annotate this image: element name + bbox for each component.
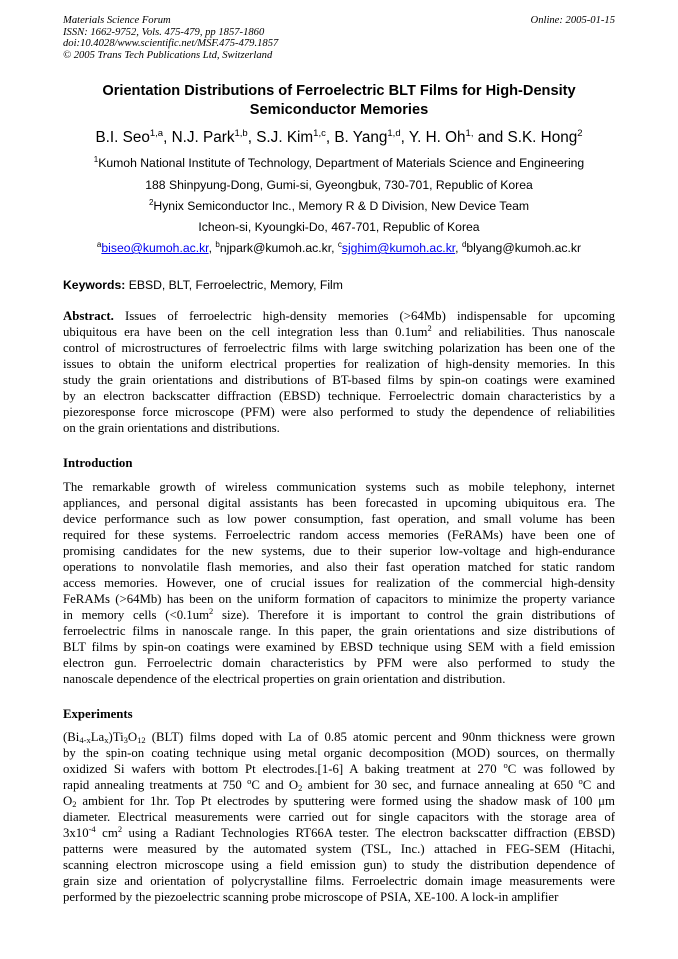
text-line: access memories. However, one of crucial issues for realization of the commercial high-density	[63, 576, 615, 590]
keywords-text: EBSD, BLT, Ferroelectric, Memory, Film	[125, 278, 343, 292]
author-affiliation-marker: 1,c	[313, 128, 326, 139]
affiliation-1-text: Kumoh National Institute of Technology, Department of Materials Science and Engineering	[98, 156, 585, 170]
online-date: Online: 2005-01-15	[530, 15, 615, 26]
subscript: x	[104, 735, 109, 745]
affiliation-2-marker: 2	[148, 198, 154, 207]
author-name: N.J. Park	[171, 129, 235, 146]
author-name: B.I. Seo	[95, 129, 150, 146]
keywords	[63, 278, 615, 293]
superscript: o	[578, 776, 583, 786]
text-line: Abstract. Issues of ferroelectric high-density memories (>64Mb) indispensable for upcoming	[63, 309, 615, 323]
email-marker: a	[96, 240, 102, 249]
author-affiliation-marker: 1,d	[387, 128, 401, 139]
text-line: scanning electron microscope using a field emission gun) to study the distribution dependence of	[63, 858, 615, 872]
subscript: 3	[123, 735, 128, 745]
subscript: 2	[72, 799, 77, 809]
text-line: oxidized Si wafers with bottom Pt electrodes.[1-6] A baking treatment at 270 $^o$C was followed by	[63, 760, 615, 776]
subscript: 2	[298, 783, 303, 793]
affiliation-1-line-2: 188 Shinpyung-Dong, Gumi-si, Gyeongbuk, 730-701, Republic of Korea	[145, 178, 533, 192]
text-line: by the spin-on coating technique using metal organic decomposition (MOD) sources, on thermally	[63, 746, 615, 760]
introduction-paragraph	[63, 479, 615, 687]
email-marker: b	[215, 240, 220, 249]
paper-title	[60, 82, 618, 120]
superscript: o	[247, 776, 252, 786]
text-line: piezoresponse force microscope (PFM) were also performed to study the dependence of reliabilities	[63, 405, 615, 419]
author-affiliation-marker: 2	[577, 128, 583, 139]
subscript: 12	[137, 735, 146, 745]
text-line: required for these systems. Ferroelectric random access memories (FeRAMs) have been one of	[63, 528, 615, 542]
text-line: device performance such as low power consumption, fast operation, and small volume has been	[63, 512, 615, 526]
subscript: 4-x	[79, 735, 91, 745]
superscript: 2	[117, 824, 123, 834]
text-line: BLT films by spin-on coatings were examined by EBSD technique using SEM with a field emission	[63, 640, 615, 654]
text-line: promising candidates for the new systems, due to their superior low-voltage and high-endurance	[63, 544, 615, 558]
journal-doi: doi:10.4028/www.scientific.net/MSF.475-479.1857	[63, 38, 279, 50]
text-line: rapid annealing treatments at 750 $^o$C and $O_2$ ambient for 30 sec, and furnace annealing at 650 $^o$C and	[63, 776, 615, 793]
introduction-heading: Introduction	[63, 456, 133, 470]
email-marker: c	[337, 240, 342, 249]
title-line-1: Orientation Distributions of Ferroelectric BLT Films for High-Density	[102, 83, 576, 99]
text-line: appliances, and personal digital assistants has been forecasted in upcoming ubiquitous era. The	[63, 496, 615, 510]
author-name: S.K. Hong	[507, 129, 578, 146]
text-line: patterns were measured by the automated system (TSL, Inc.) attached in FEG-SEM (Hitachi,	[63, 842, 615, 856]
text-line: in memory cells ($<0.1um^2$ size). Therefore it is important to control the grain distributions of	[63, 606, 615, 622]
text-line: FeRAMs (>64Mb) has been on the uniform formation of capacitors to minimize the property variance	[63, 592, 615, 606]
superscript: -4	[88, 824, 96, 834]
author-affiliation-marker: 1,	[465, 128, 474, 139]
abstract-label: Abstract.	[63, 309, 114, 323]
text-line: ubiquitous era have been on the cell integration less than $0.1um^2$ and reliabilities. Thus nanoscale	[63, 323, 615, 339]
author-affiliation-marker: 1,a	[149, 128, 164, 139]
author-affiliation-marker: 1,b	[234, 128, 248, 139]
text-line: ferroelectric films in nanoscale range. In this paper, the grain orientations and size distributions of	[63, 624, 615, 638]
email-link[interactable]: sjghim@kumoh.ac.kr	[341, 241, 456, 255]
experiments-paragraph	[63, 729, 615, 905]
journal-copyright: © 2005 Trans Tech Publications Ltd, Switzerland	[63, 49, 273, 61]
text-line: electron gun. Ferroelectric domain characteristics by PFM were also performed to study the	[63, 656, 615, 670]
superscript: 2	[427, 323, 432, 333]
text-line: $3x10^{-4}$ $cm^2$ using a Radiant Technologies RT66A tester. The electron backscatter diffraction (EBSD)	[63, 824, 615, 840]
experiments-heading: Experiments	[63, 707, 133, 721]
text-line: $O_2$ ambient for 1hr. Top Pt electrodes by sputtering were formed using the shadow mask of 100 μm	[63, 794, 615, 809]
text-line: grain size and orientation of polycrystalline films. Ferroelectric domain image measurements were	[63, 874, 615, 888]
affiliation-2-line-2: Icheon-si, Kyoungki-Do, 467-701, Republic of Korea	[198, 220, 480, 234]
affiliation-2-line-1	[60, 199, 618, 214]
author-name: B. Yang	[334, 129, 388, 146]
superscript: 2	[209, 606, 214, 616]
keywords-label: Keywords:	[63, 278, 126, 292]
email-link[interactable]: biseo@kumoh.ac.kr	[101, 241, 209, 255]
text-line: issues to obtain the uniform electrical properties for realization of high-density memories. In this	[63, 357, 615, 371]
author-list: B.I. Seo$^{1,a}$, N.J. Park$^{1,b}$, S.J. Kim$^{1,c}$, B. Yang$^{1,d}$, Y. H. $Oh^{1,}$ and S.K. Hong$^2$	[95, 128, 583, 146]
journal-name: Materials Science Forum	[63, 15, 171, 26]
author-emails: $^a$biseo@kumoh.ac.kr, $^b$njpark@kumoh.ac.kr, $^c$sjghim@kumoh.ac.kr, $^d$blyang@kumoh.ac.kr	[96, 240, 582, 255]
title-line-2: Semiconductor Memories	[249, 102, 429, 118]
text-line: control of microstructures of ferroelectric films with large switching polarization has been one of the	[63, 341, 615, 355]
email-address: njpark@kumoh.ac.kr	[219, 241, 332, 255]
abstract-paragraph	[63, 308, 615, 436]
email-marker: d	[461, 240, 467, 249]
text-line: The remarkable growth of wireless communication systems such as mobile telephony, internet	[63, 480, 615, 494]
text-line: $(Bi_{4-x}La_x)Ti_3O_{12}$ (BLT) films doped with La of 0.85 atomic percent and 90nm thickness were grown	[63, 730, 615, 745]
email-address: blyang@kumoh.ac.kr	[466, 241, 582, 255]
affiliation-2-text: Hynix Semiconductor Inc., Memory R & D Division, New Device Team	[153, 199, 530, 213]
affiliation-1-marker: 1	[93, 155, 99, 164]
text-line: operations to nonvolatile flash memories, and also their fast operation matched for static random	[63, 560, 615, 574]
journal-issn: ISSN: 1662-9752, Vols. 475-479, pp 1857-1860	[63, 26, 265, 38]
text-line: nanoscale dependence of the electrical properties on grain orientation and distribution.	[63, 672, 506, 686]
text-line: study the grain orientations and distributions of BT-based films by spin-on coatings were examined	[63, 373, 615, 387]
affiliation-1-line-1	[60, 156, 618, 171]
text-line: by an electron backscatter diffraction (EBSD) technique. Ferroelectric domain characteristics by a	[63, 389, 615, 403]
text-line: performed by the piezoelectric scanning probe microscope of PSIA, XE-100. A lock-in amplifier	[63, 890, 559, 904]
superscript: o	[503, 760, 508, 770]
text-line: diameter. Electrical measurements were carried out for single capacitors with the storage area of	[63, 810, 615, 824]
author-name: S.J. Kim	[256, 129, 314, 146]
journal-header	[63, 15, 483, 61]
author-name: Y. H. Oh	[408, 129, 466, 146]
text-line: on the grain orientations and distributions.	[63, 421, 280, 435]
